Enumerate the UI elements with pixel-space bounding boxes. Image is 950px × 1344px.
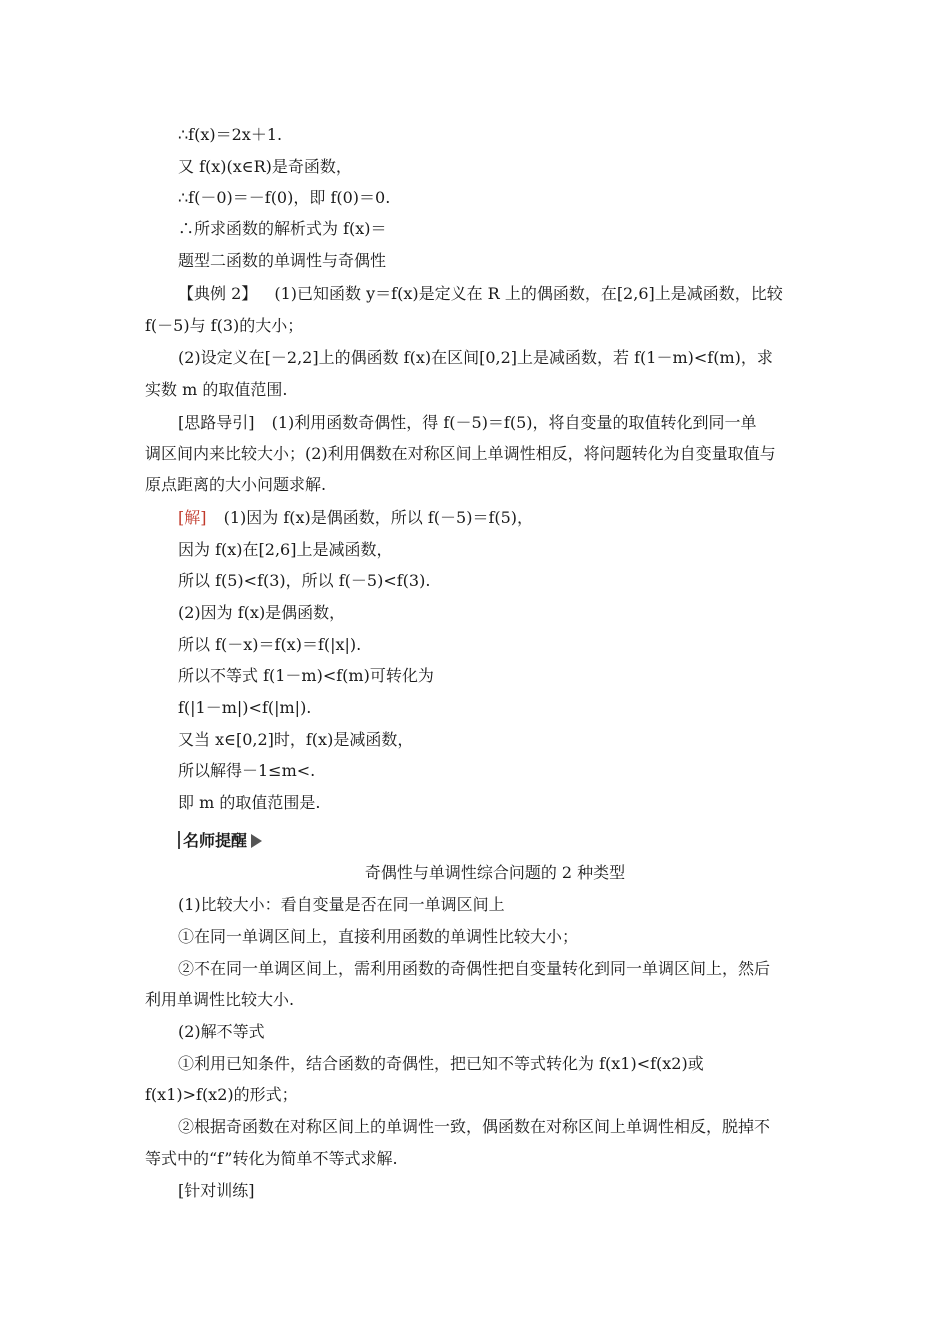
solution-label: [解] — [178, 508, 207, 527]
text-line: 等式中的“f”转化为简单不等式求解. — [145, 1149, 398, 1168]
example-question-1: (1)已知函数 y＝f(x)是定义在 R 上的偶函数，在[2,6]上是减函数，比较 — [274, 284, 783, 303]
guide-text: (1)利用函数奇偶性，得 f(－5)＝f(5)，将自变量的取值转化到同一单 — [271, 413, 757, 432]
text-line: 调区间内来比较大小；(2)利用偶数在对称区间上单调性相反，将问题转化为自变量取值与 — [145, 444, 776, 463]
text-line: 所以不等式 f(1－m)<f(m)可转化为 — [178, 666, 434, 685]
tip-title: 奇偶性与单调性综合问题的 2 种类型 — [364, 863, 626, 882]
text-line: ②根据奇函数在对称区间上的单调性一致，偶函数在对称区间上单调性相反，脱掉不 — [178, 1117, 771, 1136]
play-arrow-icon — [251, 834, 262, 848]
tip-label: 名师提醒 — [183, 831, 248, 850]
solution-line — [178, 507, 533, 529]
tip-bar-icon — [178, 831, 180, 849]
text-line: f(|1－m|)<f(|m|). — [178, 698, 312, 717]
text-line: ①利用已知条件，结合函数的奇偶性，把已知不等式转化为 f(x1)<f(x2)或 — [178, 1054, 704, 1073]
text-line: 原点距离的大小问题求解. — [145, 475, 327, 494]
training-label: [针对训练] — [178, 1181, 255, 1200]
text-line: (2)解不等式 — [178, 1022, 265, 1041]
example-label: 【典例 2】 — [178, 284, 258, 303]
text-line: ∴所求函数的解析式为 f(x)＝ — [178, 219, 387, 238]
text-line: 所以 f(－x)＝f(x)＝f(|x|). — [178, 635, 362, 654]
text-line: ∴f(x)＝2x＋1. — [178, 125, 283, 144]
text-line: 又当 x∈[0,2]时，f(x)是减函数， — [178, 730, 414, 749]
tip-header — [178, 830, 262, 852]
solution-text: (1)因为 f(x)是偶函数，所以 f(－5)＝f(5)， — [223, 508, 534, 527]
text-line: f(－5)与 f(3)的大小； — [145, 316, 304, 335]
section-heading: 题型二函数的单调性与奇偶性 — [178, 251, 387, 270]
text-line: ∴f(－0)＝－f(0)，即 f(0)＝0. — [178, 188, 391, 207]
text-line: 因为 f(x)在[2,6]上是减函数， — [178, 540, 393, 559]
text-line: 又 f(x)(x∈R)是奇函数， — [178, 157, 352, 176]
guide-line — [178, 412, 757, 434]
text-line: 所以 f(5)<f(3)，所以 f(－5)<f(3). — [178, 571, 431, 590]
text-line: f(x1)>f(x2)的形式； — [145, 1085, 298, 1104]
example-line — [178, 283, 783, 305]
text-line: 所以解得－1≤m<. — [178, 761, 316, 780]
text-line: ②不在同一单调区间上，需利用函数的奇偶性把自变量转化到同一单调区间上，然后 — [178, 959, 771, 978]
text-line: 即 m 的取值范围是. — [178, 793, 321, 812]
example-question-2: (2)设定义在[－2,2]上的偶函数 f(x)在区间[0,2]上是减函数，若 f(1－m)<f(m)，求 — [178, 348, 773, 367]
text-line: 实数 m 的取值范围. — [145, 380, 288, 399]
text-line: ①在同一单调区间上，直接利用函数的单调性比较大小； — [178, 927, 579, 946]
text-line: (2)因为 f(x)是偶函数， — [178, 603, 346, 622]
guide-label: [思路导引] — [178, 413, 255, 432]
text-line: 利用单调性比较大小. — [145, 990, 295, 1009]
text-line: (1)比较大小：看自变量是否在同一单调区间上 — [178, 895, 505, 914]
